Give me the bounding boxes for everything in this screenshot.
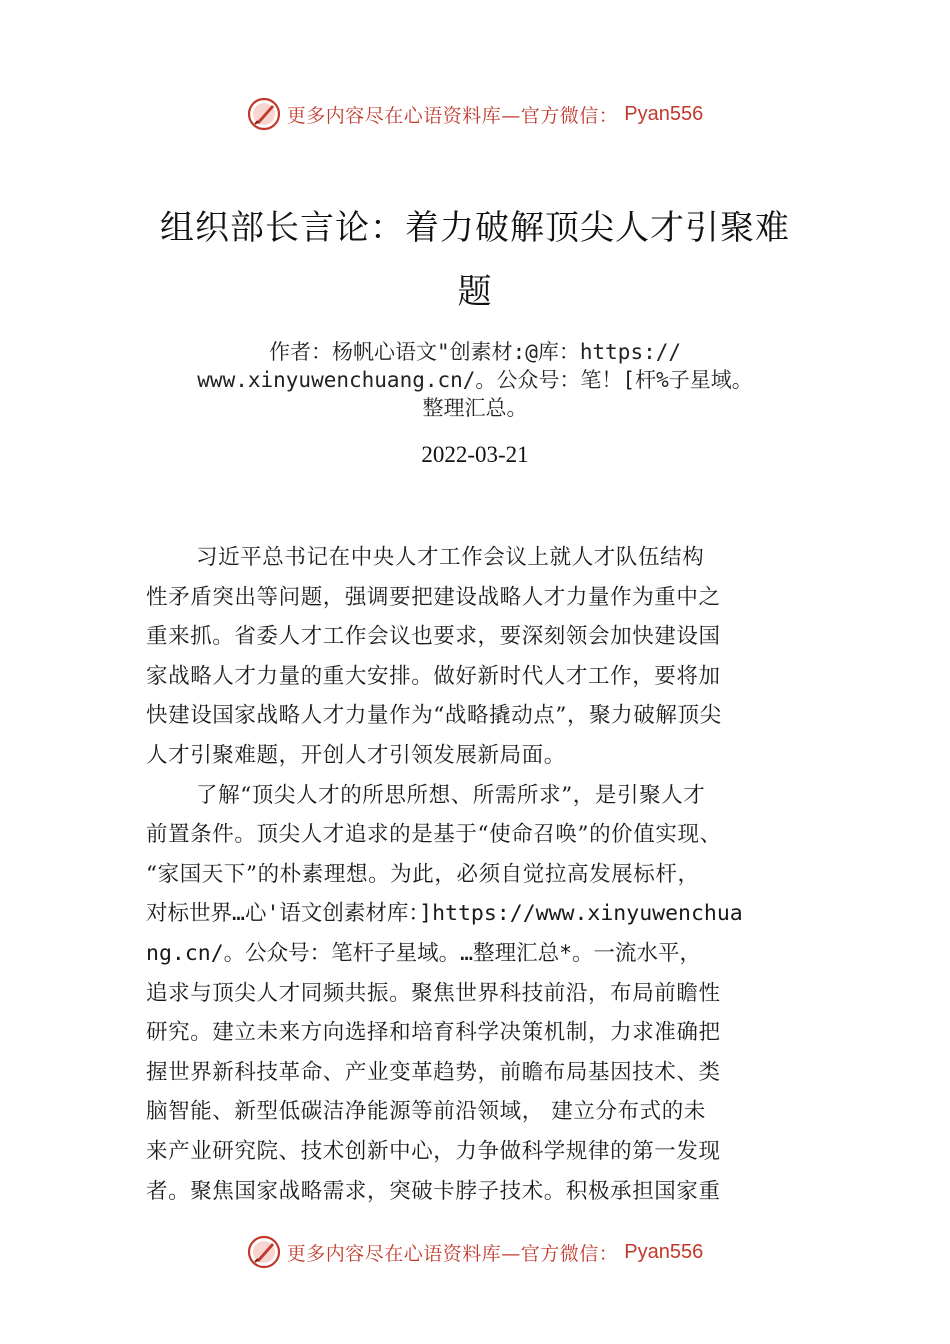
article-body [146, 538, 816, 1211]
document-title [140, 196, 810, 324]
body-line: 对标世界…心'语文创素材库：]https://www.xinyuwenchua [146, 901, 743, 927]
body-line: 快建设国家战略人才力量作为“战略撬动点”，聚力破解顶尖 [146, 703, 722, 729]
body-line: 者。聚焦国家战略需求，突破卡脖子技术。积极承担国家重 [146, 1178, 721, 1204]
wechat-id: Pyan556 [624, 102, 704, 125]
header-banner [0, 94, 950, 134]
byline-line: 作者：杨帆心语文"创素材:@库：https:// [268, 340, 682, 364]
body-line: 追求与顶尖人才同频共振。聚焦世界科技前沿，布局前瞻性 [146, 980, 721, 1006]
body-line: 握世界新科技革命、产业变革趋势，前瞻布局基因技术、类 [146, 1059, 721, 1085]
banner-text: 更多内容尽在心语资料库—官方微信： [286, 104, 619, 127]
footer-banner [0, 1232, 950, 1272]
body-line: 性矛盾突出等问题，强调要把建设战略人才力量作为重中之 [146, 584, 721, 610]
byline-line: 整理汇总。 [422, 396, 528, 420]
title-line: 题 [457, 272, 493, 312]
byline [140, 338, 810, 422]
wechat-id: Pyan556 [624, 1240, 704, 1263]
title-line: 组织部长言论：着力破解顶尖人才引聚难 [160, 208, 790, 248]
body-line: 重来抓。省委人才工作会议也要求，要深刻领会加快建设国 [146, 624, 721, 650]
body-line: 脑智能、新型低碳洁净能源等前沿领域， 建立分布式的未 [146, 1099, 706, 1125]
banner-text: 更多内容尽在心语资料库—官方微信： [286, 1242, 619, 1265]
quill-logo-icon [247, 1235, 281, 1269]
body-line: 家战略人才力量的重大安排。做好新时代人才工作，要将加 [146, 663, 721, 689]
body-line: 研究。建立未来方向选择和培育科学决策机制，力求准确把 [146, 1020, 721, 1046]
publish-date: 2022-03-21 [421, 442, 529, 467]
body-line: 来产业研究院、技术创新中心，力争做科学规律的第一发现 [146, 1138, 721, 1164]
body-line: 人才引聚难题，开创人才引领发展新局面。 [146, 742, 566, 768]
byline-line: www.xinyuwenchuang.cn/。公众号：笔！[杆%子星域。 [197, 368, 753, 392]
quill-logo-icon [247, 97, 281, 131]
body-line: “家国天下”的朴素理想。为此，必须自觉拉高发展标杆， [146, 861, 700, 887]
body-line: 前置条件。顶尖人才追求的是基于“使命召唤”的价值实现、 [146, 822, 722, 848]
body-line: 了解“顶尖人才的所思所想、所需所求”，是引聚人才 [196, 782, 706, 808]
body-line: 习近平总书记在中央人才工作会议上就人才队伍结构 [196, 545, 705, 570]
body-line: ng.cn/。公众号：笔杆子星域。…整理汇总*。一流水平， [146, 940, 702, 966]
